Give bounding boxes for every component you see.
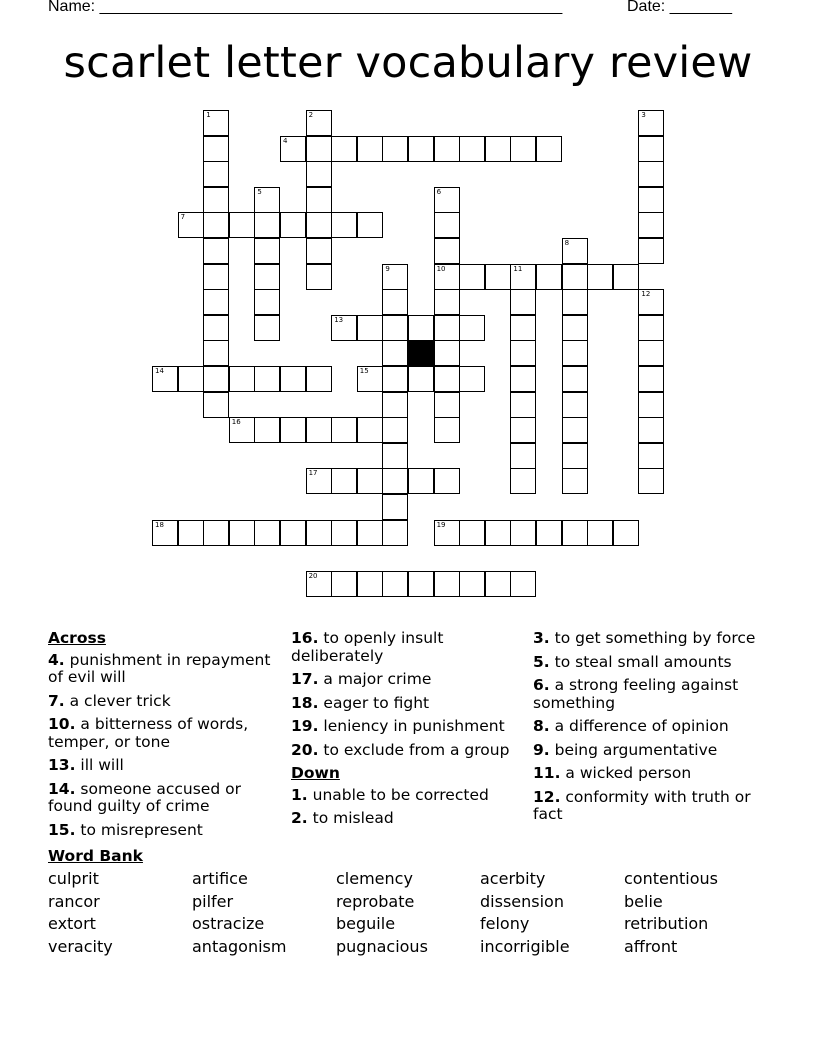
grid-cell[interactable] — [254, 238, 280, 264]
clue-number: 3 — [641, 111, 646, 119]
grid-cell[interactable] — [254, 289, 280, 315]
grid-cell[interactable] — [254, 212, 280, 238]
grid-cell[interactable] — [434, 417, 460, 443]
clue-number: 6 — [436, 187, 442, 196]
grid-cell[interactable] — [587, 520, 613, 546]
word-bank-item: dissension — [480, 892, 564, 911]
grid-cell[interactable] — [434, 340, 460, 366]
grid-cell[interactable] — [536, 520, 562, 546]
clue-across-19: 19. leniency in punishment — [291, 717, 505, 735]
grid-cell[interactable] — [408, 571, 434, 597]
word-bank-item: beguile — [336, 914, 396, 933]
clue-number: 19 — [436, 520, 446, 529]
grid-cell[interactable] — [254, 264, 280, 290]
grid-cell[interactable] — [152, 520, 178, 546]
word-bank-item: pilfer — [192, 892, 234, 911]
word-bank-item: belie — [624, 892, 663, 911]
grid-cell[interactable] — [562, 238, 588, 264]
grid-cell[interactable] — [382, 315, 408, 341]
clue-across-16: 16. to openly insult deliberately — [291, 629, 444, 665]
word-bank-item: culprit — [48, 869, 99, 888]
word-bank-heading: Word Bank — [48, 847, 143, 865]
clue-number: 17 — [308, 469, 318, 478]
clue-number: 16 — [231, 418, 241, 427]
grid-cell[interactable] — [408, 315, 434, 341]
grid-cell[interactable] — [357, 520, 383, 546]
grid-cell[interactable] — [203, 238, 229, 264]
grid-cell[interactable] — [357, 468, 383, 494]
clue-number: 7 — [180, 213, 186, 222]
grid-cell[interactable] — [203, 264, 229, 290]
grid-cell[interactable] — [254, 315, 280, 341]
grid-cell[interactable] — [485, 571, 511, 597]
clue-down-8: 8. a difference of opinion — [533, 717, 729, 735]
grid-cell[interactable] — [638, 366, 664, 392]
grid-cell[interactable] — [229, 212, 255, 238]
grid-cell[interactable] — [203, 187, 229, 213]
clue-number: 18 — [155, 520, 164, 529]
grid-cell[interactable] — [382, 366, 408, 392]
clue-across-15: 15. to misrepresent — [48, 820, 203, 839]
grid-cell[interactable] — [382, 443, 408, 469]
grid-cell[interactable] — [510, 443, 536, 469]
grid-cell[interactable] — [280, 417, 306, 443]
clue-number: 10 — [436, 264, 446, 273]
grid-cell[interactable] — [638, 417, 664, 443]
clue-down-2: 2. to mislead — [291, 809, 394, 827]
grid-cell[interactable] — [331, 468, 357, 494]
grid-cell[interactable] — [331, 520, 357, 546]
clue-number: 1 — [206, 111, 211, 119]
clue-across-4: 4. punishment in repayment of evil will — [48, 650, 271, 686]
grid-cell[interactable] — [485, 136, 511, 162]
word-bank-item: pugnacious — [336, 937, 428, 956]
name-field-label: Name: ____________________________________________________ — [48, 0, 563, 15]
clue-across-10: 10. a bitterness of words, temper, or tone — [48, 715, 249, 751]
grid-cell[interactable] — [203, 136, 229, 162]
grid-cell[interactable] — [510, 289, 536, 315]
grid-cell[interactable] — [203, 520, 229, 546]
clue-down-5: 5. to steal small amounts — [533, 652, 732, 671]
grid-cell[interactable] — [408, 366, 434, 392]
clue-number: 9 — [385, 264, 390, 273]
grid-cell[interactable] — [434, 468, 460, 494]
grid-cell[interactable] — [306, 212, 332, 238]
grid-cell[interactable] — [510, 571, 536, 597]
grid-cell[interactable] — [510, 417, 536, 443]
grid-cell[interactable] — [203, 315, 229, 341]
grid-cell[interactable] — [408, 468, 434, 494]
grid-cell[interactable] — [587, 264, 613, 290]
word-bank-item: rancor — [48, 892, 100, 911]
grid-cell[interactable] — [306, 238, 332, 264]
grid-cell[interactable] — [331, 212, 357, 238]
grid-cell[interactable] — [152, 366, 178, 392]
grid-cell[interactable] — [510, 136, 536, 162]
grid-cell[interactable] — [638, 392, 664, 418]
word-bank-item: veracity — [48, 937, 113, 956]
clue-number: 14 — [155, 367, 164, 375]
grid-cell[interactable] — [562, 417, 588, 443]
clue-number: 11 — [513, 264, 523, 273]
clues-column-1 — [48, 630, 273, 845]
grid-cell[interactable] — [382, 494, 408, 520]
grid-cell[interactable] — [254, 417, 280, 443]
grid-cell[interactable] — [178, 520, 204, 546]
grid-cell[interactable] — [613, 264, 639, 290]
grid-cell[interactable] — [229, 520, 255, 546]
grid-cell[interactable] — [203, 161, 229, 187]
grid-cell[interactable] — [306, 417, 332, 443]
word-bank-item: retribution — [624, 914, 709, 933]
clue-number: 4 — [283, 136, 288, 145]
grid-cell[interactable] — [434, 187, 460, 213]
word-bank-item: artifice — [192, 869, 248, 888]
grid-cell[interactable] — [306, 520, 332, 546]
clue-number: 2 — [308, 111, 314, 119]
grid-cell[interactable] — [357, 136, 383, 162]
grid-cell[interactable] — [510, 468, 536, 494]
grid-cell[interactable] — [229, 366, 255, 392]
grid-cell[interactable] — [331, 571, 357, 597]
grid-cell[interactable] — [562, 468, 588, 494]
grid-cell[interactable] — [510, 392, 536, 418]
page-title: scarlet letter vocabulary review — [63, 38, 753, 88]
word-bank-item: felony — [480, 914, 530, 933]
grid-cell[interactable] — [280, 136, 306, 162]
grid-cell[interactable] — [638, 136, 664, 162]
grid-cell[interactable] — [562, 289, 588, 315]
grid-cell[interactable] — [485, 264, 511, 290]
grid-cell[interactable] — [254, 520, 280, 546]
grid-cell[interactable] — [562, 264, 588, 290]
grid-cell[interactable] — [306, 136, 332, 162]
grid-cell[interactable] — [613, 520, 639, 546]
word-bank-item: ostracize — [192, 914, 265, 933]
word-bank-item: contentious — [624, 869, 718, 888]
word-bank-item: extort — [48, 914, 96, 933]
grid-cell[interactable] — [638, 238, 664, 264]
clue-number: 15 — [359, 367, 369, 375]
grid-cell[interactable] — [638, 443, 664, 469]
word-bank-item: affront — [624, 937, 678, 956]
clues-column-3 — [533, 630, 769, 830]
grid-cell[interactable] — [510, 366, 536, 392]
grid-cell[interactable] — [459, 136, 485, 162]
grid-cell[interactable] — [562, 366, 588, 392]
grid-cell[interactable] — [203, 392, 229, 418]
grid-cell[interactable] — [382, 520, 408, 546]
grid-cell[interactable] — [434, 366, 460, 392]
grid-cell[interactable] — [638, 110, 664, 136]
grid-cell[interactable] — [434, 136, 460, 162]
grid-cell[interactable] — [459, 520, 485, 546]
grid-cell[interactable] — [638, 315, 664, 341]
grid-cell[interactable] — [382, 136, 408, 162]
clue-across-17: 17. a major crime — [291, 670, 432, 688]
grid-cell[interactable] — [510, 315, 536, 341]
grid-cell[interactable] — [434, 392, 460, 418]
grid-cell[interactable] — [306, 110, 332, 136]
grid-cell[interactable] — [331, 315, 357, 341]
grid-cell[interactable] — [459, 571, 485, 597]
clues-column-2 — [291, 630, 521, 834]
grid-cell[interactable] — [434, 571, 460, 597]
grid-cell[interactable] — [306, 366, 332, 392]
clue-number: 8 — [564, 239, 570, 247]
clue-down-11: 11. a wicked person — [533, 764, 692, 782]
grid-cell[interactable] — [434, 212, 460, 238]
grid-cell[interactable] — [485, 520, 511, 546]
clue-down-1: 1. unable to be corrected — [291, 785, 489, 804]
clue-number: 20 — [308, 571, 318, 580]
grid-cell[interactable] — [357, 571, 383, 597]
grid-cell[interactable] — [434, 238, 460, 264]
grid-cell[interactable] — [306, 468, 332, 494]
grid-cell[interactable] — [459, 264, 485, 290]
grid-cell[interactable] — [638, 289, 664, 315]
grid-cell[interactable] — [434, 315, 460, 341]
grid-cell[interactable] — [408, 136, 434, 162]
grid-cell[interactable] — [382, 264, 408, 290]
clue-number: 12 — [641, 290, 651, 299]
grid-cell[interactable] — [536, 136, 562, 162]
grid-cell[interactable] — [562, 443, 588, 469]
grid-cell[interactable] — [510, 520, 536, 546]
grid-cell[interactable] — [382, 289, 408, 315]
grid-cell[interactable] — [357, 315, 383, 341]
grid-cell[interactable] — [306, 571, 332, 597]
clue-down-6: 6. a strong feeling against something — [533, 676, 739, 712]
grid-cell[interactable] — [638, 340, 664, 366]
grid-cell[interactable] — [203, 289, 229, 315]
clue-number: 5 — [257, 187, 262, 196]
grid-cell[interactable] — [306, 264, 332, 290]
grid-cell[interactable] — [254, 366, 280, 392]
grid-cell[interactable] — [331, 417, 357, 443]
grid-cell[interactable] — [459, 366, 485, 392]
grid-cell[interactable] — [178, 212, 204, 238]
grid-cell[interactable] — [280, 366, 306, 392]
grid-cell[interactable] — [382, 468, 408, 494]
grid-cell[interactable] — [306, 187, 332, 213]
clue-down-9: 9. being argumentative — [533, 740, 718, 759]
word-bank-item: clemency — [336, 869, 413, 888]
grid-cell[interactable] — [562, 315, 588, 341]
grid-cell[interactable] — [638, 161, 664, 187]
grid-cell[interactable] — [382, 392, 408, 418]
grid-cell[interactable] — [331, 136, 357, 162]
grid-cell[interactable] — [357, 417, 383, 443]
clue-across-14: 14. someone accused or found guilty of crime — [48, 779, 241, 815]
grid-cell[interactable] — [638, 187, 664, 213]
word-bank-item: incorrigible — [480, 937, 570, 956]
clue-across-13: 13. ill will — [48, 756, 124, 774]
grid-cell[interactable] — [562, 340, 588, 366]
grid-cell[interactable] — [459, 315, 485, 341]
grid-cell[interactable] — [280, 520, 306, 546]
grid-cell[interactable] — [254, 187, 280, 213]
grid-cell[interactable] — [229, 417, 255, 443]
clue-across-20: 20. to exclude from a group — [291, 740, 510, 759]
grid-cell[interactable] — [382, 417, 408, 443]
clue-number: 13 — [334, 315, 344, 324]
down-heading: Down — [291, 764, 340, 782]
grid-cell[interactable] — [434, 520, 460, 546]
grid-cell[interactable] — [306, 161, 332, 187]
word-bank-item: acerbity — [480, 869, 546, 888]
grid-cell[interactable] — [434, 264, 460, 290]
grid-cell[interactable] — [382, 571, 408, 597]
grid-cell[interactable] — [357, 366, 383, 392]
grid-cell[interactable] — [536, 264, 562, 290]
grid-cell[interactable] — [382, 340, 408, 366]
grid-cell[interactable] — [562, 520, 588, 546]
across-heading: Across — [48, 629, 106, 647]
grid-cell[interactable] — [510, 264, 536, 290]
grid-cell[interactable] — [434, 289, 460, 315]
grid-cell[interactable] — [357, 212, 383, 238]
black-square — [408, 340, 434, 366]
grid-cell[interactable] — [280, 212, 306, 238]
grid-cell[interactable] — [203, 110, 229, 136]
grid-cell[interactable] — [203, 366, 229, 392]
grid-cell[interactable] — [178, 366, 204, 392]
clue-down-3: 3. to get something by force — [533, 629, 756, 647]
clue-across-18: 18. eager to fight — [291, 693, 430, 712]
clue-across-7: 7. a clever trick — [48, 691, 171, 710]
date-field-label: Date: _______ — [627, 0, 732, 15]
grid-cell[interactable] — [203, 340, 229, 366]
grid-cell[interactable] — [638, 212, 664, 238]
grid-cell[interactable] — [562, 392, 588, 418]
grid-cell[interactable] — [510, 340, 536, 366]
word-bank-item: antagonism — [192, 937, 287, 956]
word-bank-item: reprobate — [336, 892, 415, 911]
grid-cell[interactable] — [203, 212, 229, 238]
clue-down-12: 12. conformity with truth or fact — [533, 787, 751, 823]
grid-cell[interactable] — [638, 468, 664, 494]
